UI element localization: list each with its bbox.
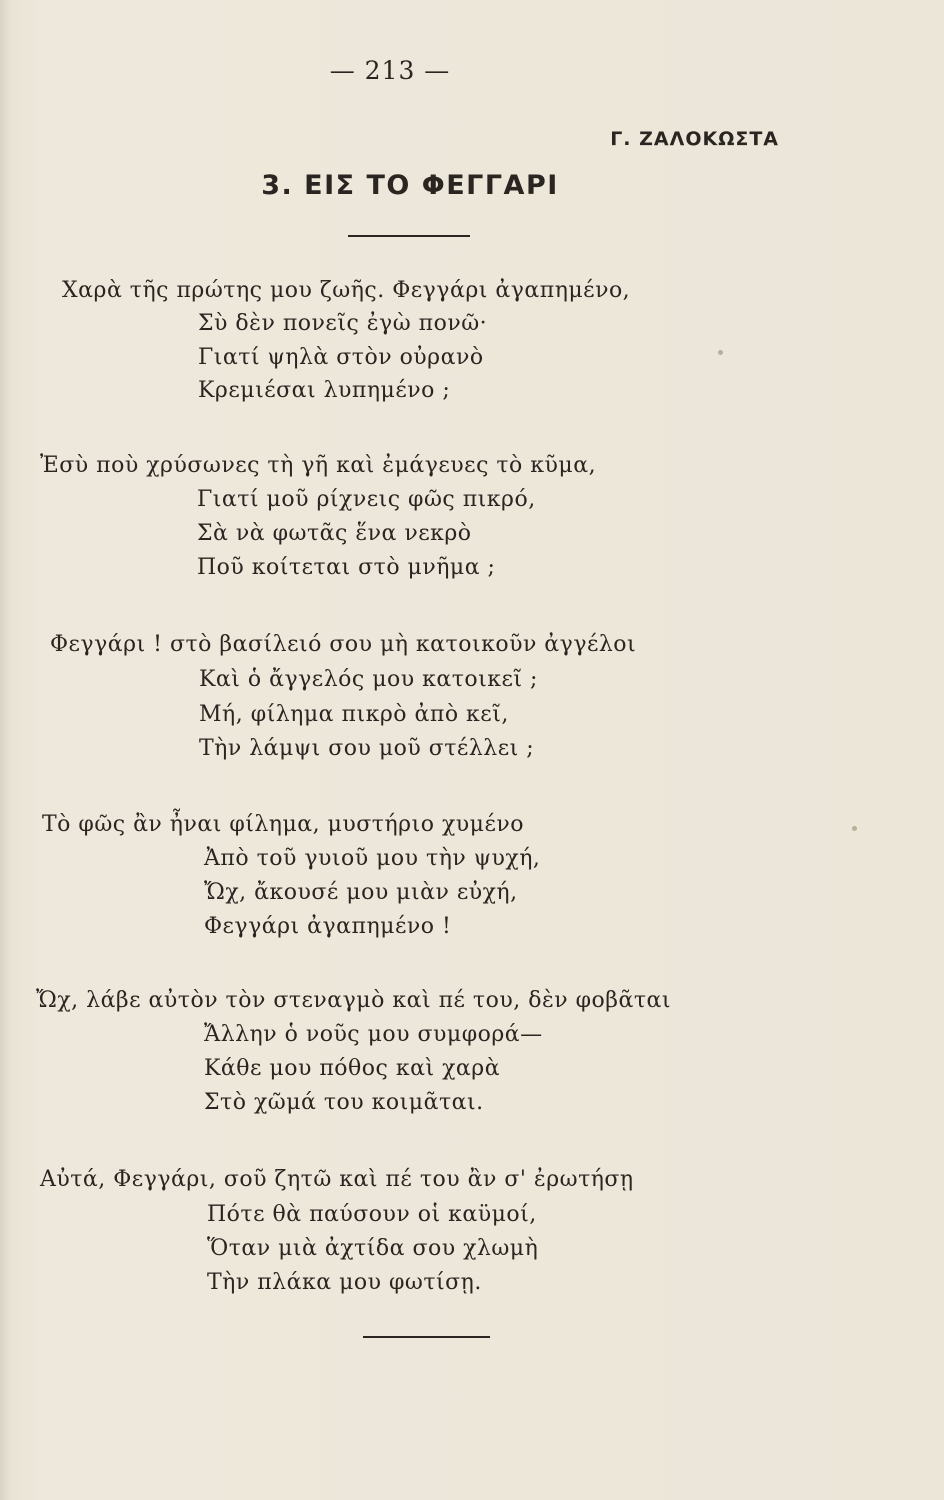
title-divider bbox=[348, 235, 470, 237]
poem-line: Ὤχ, λάβε αὐτὸν τὸν στεναγμὸ καὶ πέ του, δὲν φοβᾶται bbox=[36, 988, 671, 1013]
end-divider bbox=[363, 1336, 490, 1338]
poem-line: Ὅταν μιὰ ἀχτίδα σου χλωμὴ bbox=[207, 1236, 539, 1261]
poem-line: Τὴν πλάκα μου φωτίσῃ. bbox=[207, 1270, 482, 1295]
poem-line: Τὴν λάμψι σου μοῦ στέλλει ; bbox=[199, 736, 535, 761]
poem-line: Σὺ δὲν πονεῖς ἐγὼ πονῶ· bbox=[198, 311, 488, 336]
poem-line: Καὶ ὁ ἄγγελός μου κατοικεῖ ; bbox=[199, 667, 538, 692]
paper-spot bbox=[852, 826, 857, 831]
poem-line: Αὐτά, Φεγγάρι, σοῦ ζητῶ καὶ πέ του ἂν σ' ἐρωτήσῃ bbox=[40, 1167, 634, 1192]
poem-line: Σὰ νὰ φωτᾶς ἕνα νεκρὸ bbox=[197, 521, 472, 546]
page-number: — 213 — bbox=[329, 56, 451, 85]
poem-line: Στὸ χῶμά του κοιμᾶται. bbox=[204, 1090, 484, 1115]
poem-line: Μή, φίλημα πικρὸ ἀπὸ κεῖ, bbox=[199, 702, 509, 727]
poem-line: Πότε θὰ παύσουν οἱ καϋμοί, bbox=[207, 1202, 537, 1227]
poem-line: Φεγγάρι ἀγαπημένο ! bbox=[204, 914, 452, 939]
paper-spot bbox=[718, 350, 723, 355]
poem-line: Κάθε μου πόθος καὶ χαρὰ bbox=[204, 1056, 501, 1081]
poem-line: Ἐσὺ ποὺ χρύσωνες τὴ γῆ καὶ ἐμάγευες τὸ κῦμα, bbox=[40, 453, 597, 478]
poem-line: Φεγγάρι ! στὸ βασίλειό σου μὴ κατοικοῦν ἀγγέλοι bbox=[50, 632, 637, 657]
poem-line: Γιατί μοῦ ρίχνεις φῶς πικρό, bbox=[197, 487, 536, 512]
poem-line: Τὸ φῶς ἂν ἦναι φίλημα, μυστήριο χυμένο bbox=[42, 812, 524, 837]
poem-line: Ποῦ κοίτεται στὸ μνῆμα ; bbox=[197, 555, 496, 580]
poem-line: Ὤχ, ἄκουσέ μου μιὰν εὐχή, bbox=[204, 880, 518, 905]
poem-line: Κρεμιέσαι λυπημένο ; bbox=[198, 378, 451, 403]
author-name: Γ. ΖΑΛΟΚΩΣΤΑ bbox=[610, 128, 779, 150]
poem-title: 3. ΕΙΣ ΤΟ ΦΕΓΓΑΡΙ bbox=[261, 170, 559, 201]
poem-line: Ἄλλην ὁ νοῦς μου συμφορά— bbox=[204, 1022, 543, 1047]
poem-line: Χαρὰ τῆς πρώτης μου ζωῆς. Φεγγάρι ἀγαπημένο, bbox=[62, 278, 631, 303]
poem-line: Γιατί ψηλὰ στὸν οὐρανὸ bbox=[198, 345, 484, 370]
poem-line: Ἀπὸ τοῦ γυιοῦ μου τὴν ψυχή, bbox=[204, 846, 541, 871]
